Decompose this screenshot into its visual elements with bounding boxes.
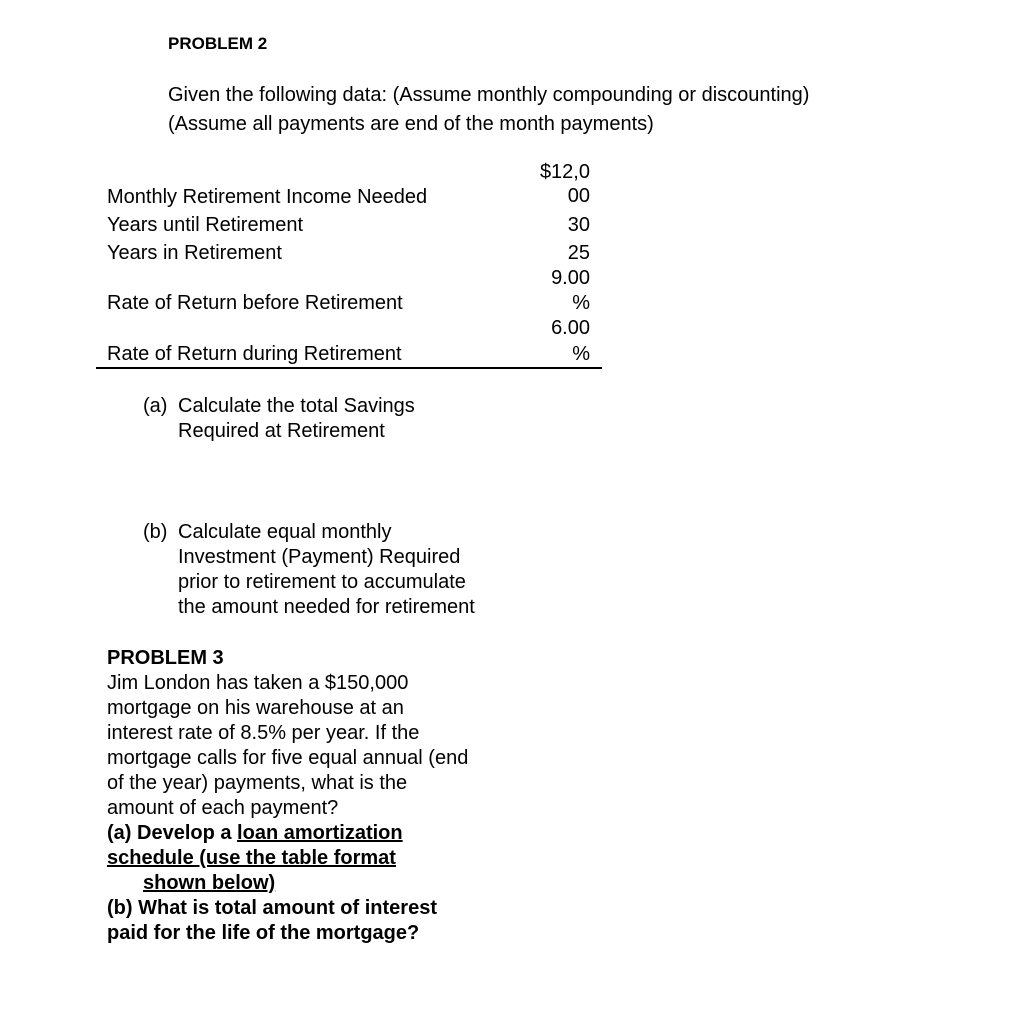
years-in-retirement-value: 25: [567, 242, 590, 264]
problem-3-body-line3: interest rate of 8.5% per year. If the: [107, 722, 420, 744]
rate-before-value-line2: %: [572, 292, 590, 314]
rate-during-value-line2: %: [572, 343, 590, 365]
problem-3-body-line4: mortgage calls for five equal annual (end: [107, 747, 469, 769]
problem-3-part-b-line1: (b) What is total amount of interest: [107, 897, 437, 919]
problem-3-body-line2: mortgage on his warehouse at an: [107, 697, 404, 719]
monthly-income-value-line1: $12,0: [539, 161, 590, 183]
problem-3-body-line6: amount of each payment?: [107, 797, 339, 819]
part-b-line4: the amount needed for retirement: [178, 596, 475, 618]
table-bottom-rule: [96, 367, 602, 369]
part-b-line2: Investment (Payment) Required: [178, 546, 461, 568]
monthly-income-value-line2: 00: [567, 185, 590, 207]
part-b-line1: Calculate equal monthly: [178, 521, 392, 543]
part-a-line1: Calculate the total Savings: [178, 395, 415, 417]
part-b-marker: (b): [143, 521, 168, 543]
years-until-retirement-label: Years until Retirement: [107, 214, 304, 236]
rate-during-label: Rate of Return during Retirement: [107, 343, 402, 365]
monthly-income-label: Monthly Retirement Income Needed: [107, 186, 428, 208]
rate-before-label: Rate of Return before Retirement: [107, 292, 403, 314]
rate-during-value-line1: 6.00: [551, 317, 590, 339]
problem-3-part-b-line2: paid for the life of the mortgage?: [107, 922, 420, 944]
loan-amortization-link: loan amortization: [237, 822, 403, 844]
problem-3-part-a-prefix: (a) Develop a: [107, 822, 238, 844]
part-a-line2: Required at Retirement: [178, 420, 385, 442]
problem-3-part-a-line3: [143, 871, 275, 896]
problem-2-title: PROBLEM 2: [168, 34, 268, 53]
problem-2-intro-line2: (Assume all payments are end of the month payments): [168, 113, 654, 135]
problem-3-part-a-line2: [107, 846, 396, 871]
problem-3-body-line1: Jim London has taken a $150,000: [107, 672, 409, 694]
shown-below-text: shown below): [143, 872, 276, 894]
years-in-retirement-label: Years in Retirement: [107, 242, 282, 264]
rate-before-value-line1: 9.00: [551, 267, 590, 289]
problem-3-body-line5: of the year) payments, what is the: [107, 772, 408, 794]
part-b-line3: prior to retirement to accumulate: [178, 571, 466, 593]
part-a-marker: (a): [143, 395, 168, 417]
schedule-table-format-text: schedule (use the table format: [107, 847, 396, 869]
problem-3-part-a-line1: [107, 821, 403, 846]
problem-2-intro-line1: Given the following data: (Assume monthly compounding or discounting): [168, 84, 810, 106]
problem-3-title: PROBLEM 3: [107, 647, 224, 669]
years-until-retirement-value: 30: [567, 214, 590, 236]
